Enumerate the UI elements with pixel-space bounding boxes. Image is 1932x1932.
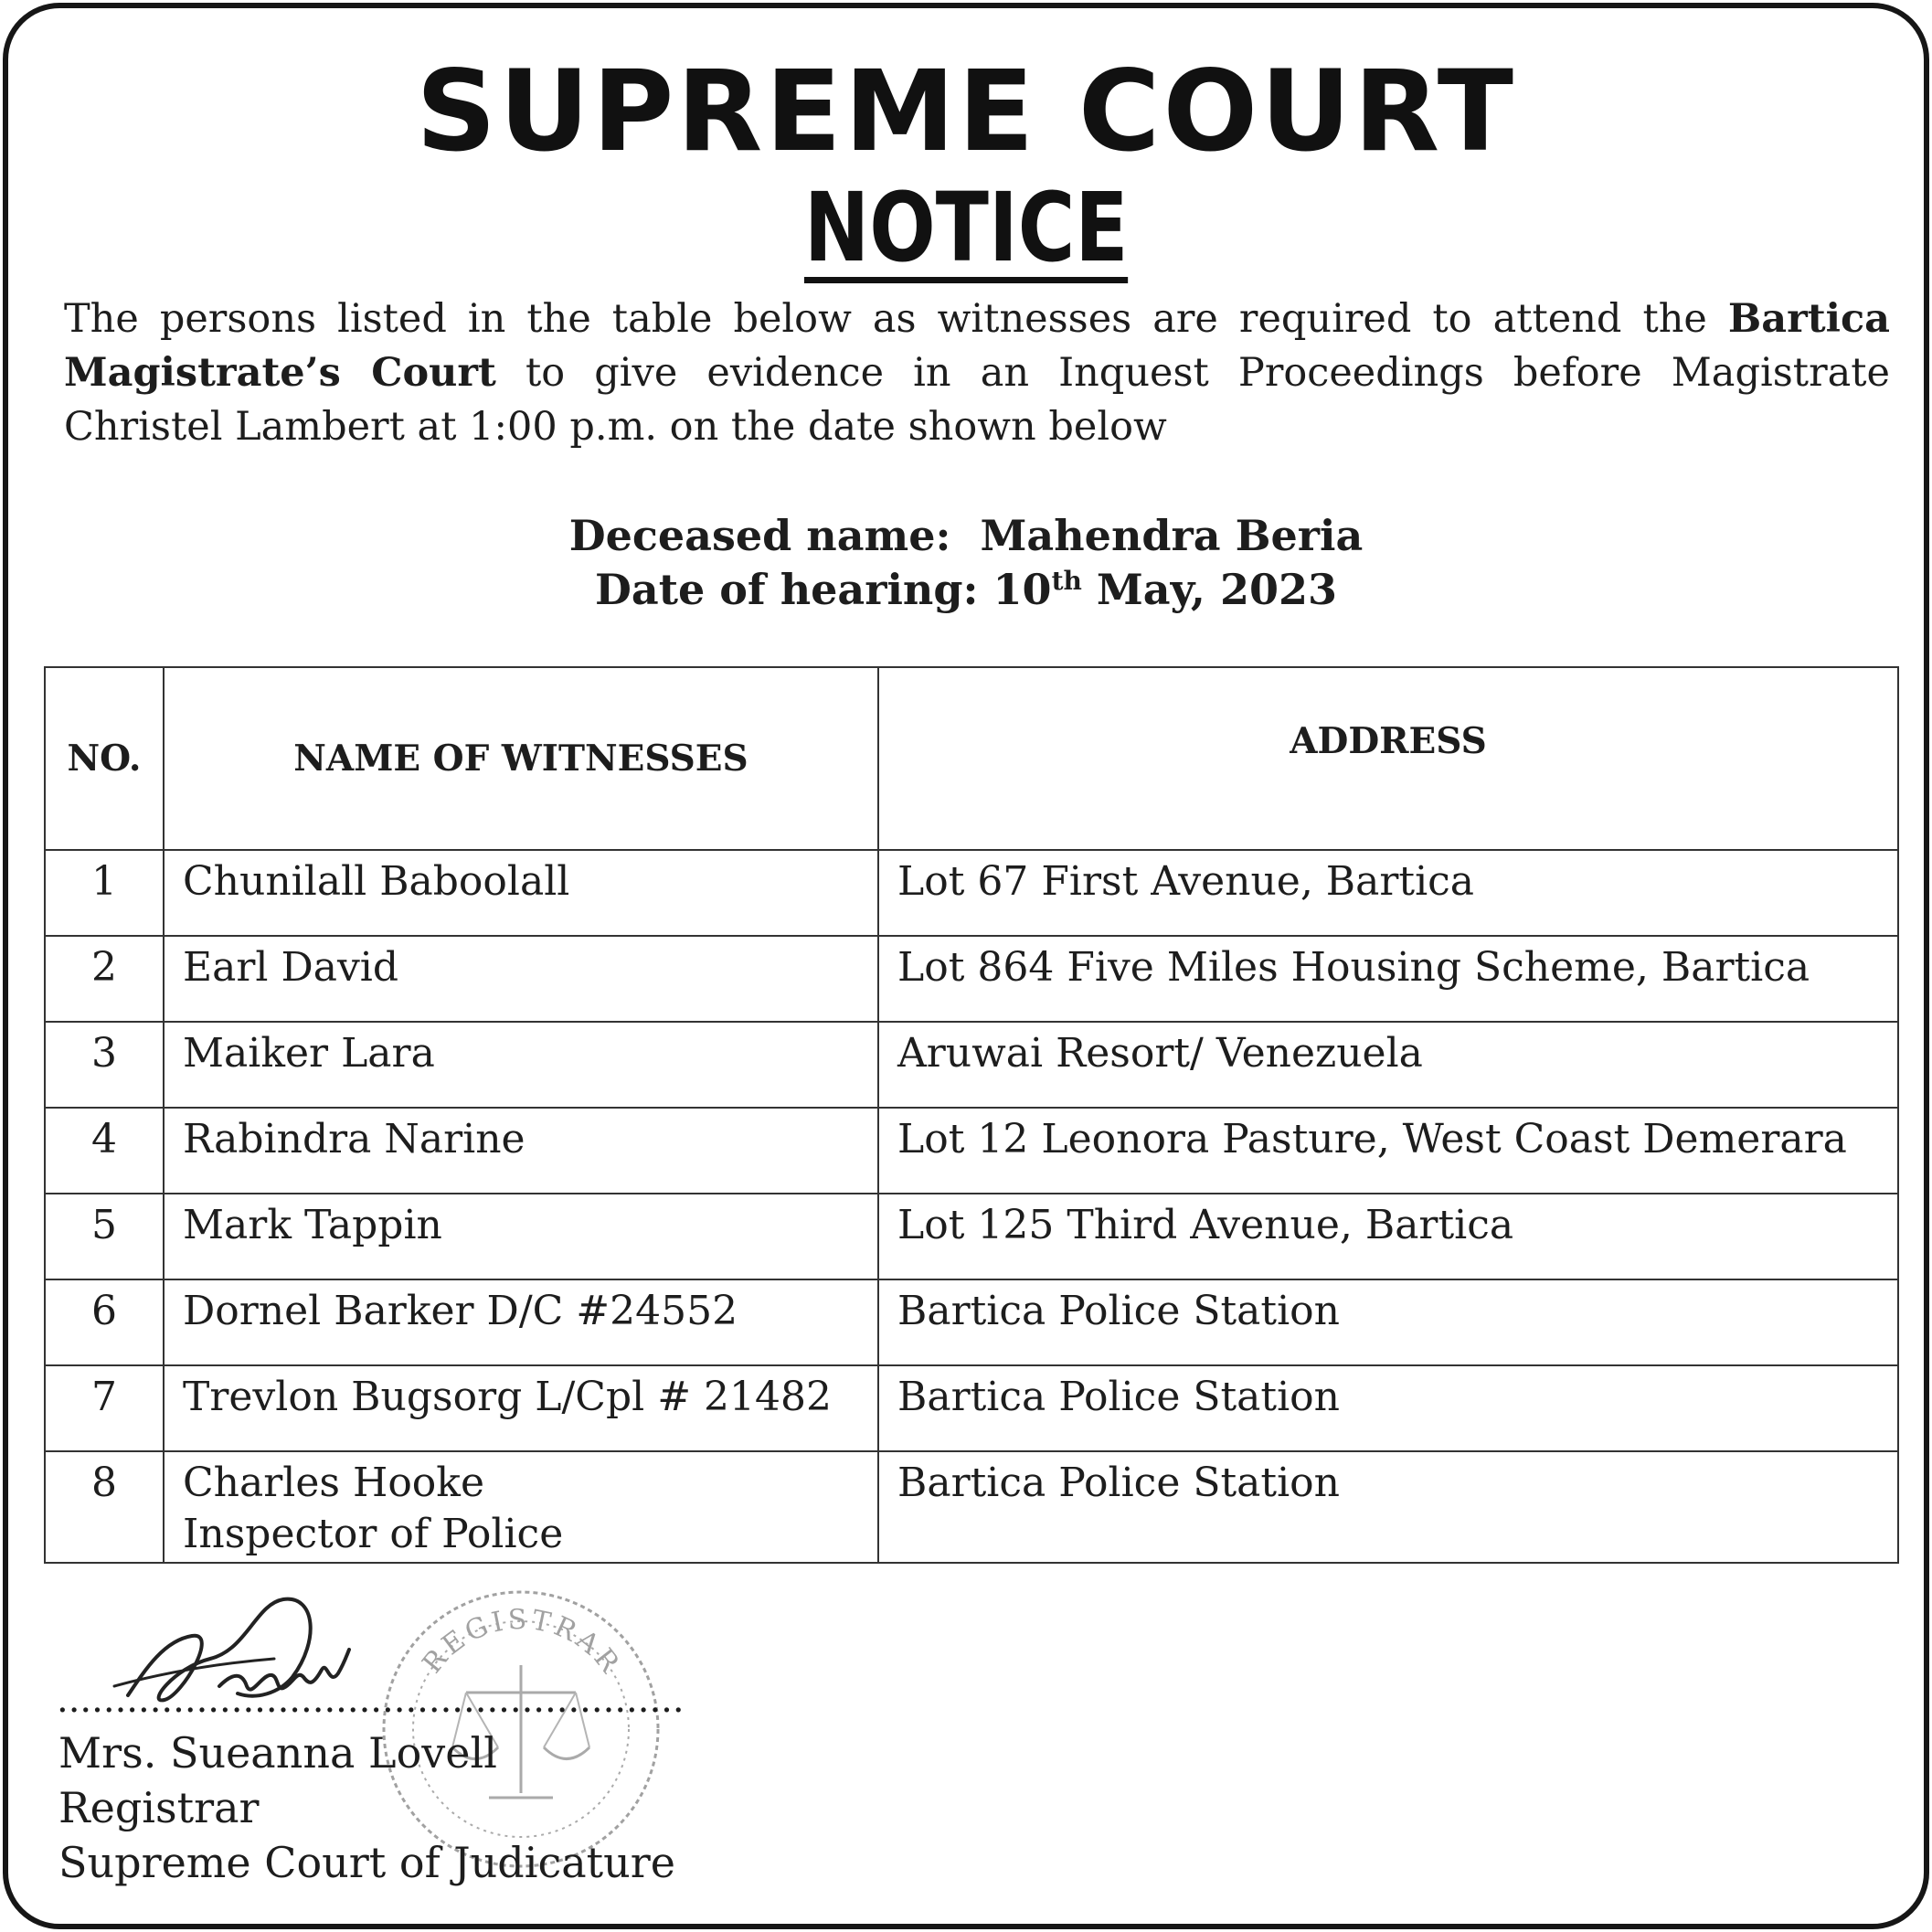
- stamp-text: REGISTRAR: [416, 1603, 628, 1682]
- notice-heading: NOTICE: [803, 172, 1129, 283]
- row-number: 6: [45, 1279, 164, 1365]
- witness-address: Bartica Police Station: [878, 1365, 1898, 1451]
- table-row: [45, 936, 1898, 1022]
- witness-rank: Inspector of Police: [183, 1511, 564, 1557]
- intro-paragraph: [64, 292, 1890, 454]
- hearing-day-suffix: th: [1051, 566, 1082, 596]
- witness-address: Aruwai Resort/ Venezuela: [878, 1022, 1898, 1108]
- signatory-office: Supreme Court of Judicature: [58, 1838, 675, 1887]
- table-row: [45, 1022, 1898, 1108]
- page-title: SUPREME COURT: [416, 47, 1516, 176]
- witness-name: Maiker Lara: [164, 1022, 878, 1108]
- signatory-name: Mrs. Sueanna Lovell: [58, 1728, 497, 1778]
- witness-address: Lot 125 Third Avenue, Bartica: [878, 1194, 1898, 1279]
- deceased-name: Mahendra Beria: [980, 511, 1364, 560]
- signature-line: ......................................................: [57, 1679, 685, 1721]
- table-row: [45, 1365, 1898, 1451]
- witness-name: Chunilall Baboolall: [164, 850, 878, 936]
- signatory-title: Registrar: [58, 1783, 260, 1832]
- table-row: [45, 850, 1898, 936]
- intro-court-name: Bartica Magistrate’s Court: [64, 296, 1890, 396]
- row-number: 3: [45, 1022, 164, 1108]
- witness-address: Lot 864 Five Miles Housing Scheme, Bartica: [878, 936, 1898, 1022]
- row-number: 2: [45, 936, 164, 1022]
- table-row: [45, 1451, 1898, 1563]
- witness-address: Bartica Police Station: [878, 1279, 1898, 1365]
- header-no: NO.: [45, 667, 164, 850]
- row-number: 1: [45, 850, 164, 936]
- header-name: NAME OF WITNESSES: [164, 667, 878, 850]
- header-address: ADDRESS: [878, 667, 1898, 850]
- row-number: 5: [45, 1194, 164, 1279]
- witness-name: Dornel Barker D/C #24552: [164, 1279, 878, 1365]
- row-number: 7: [45, 1365, 164, 1451]
- hearing-month-year: May, 2023: [1096, 565, 1337, 614]
- notice-heading-wrap: [0, 172, 1932, 283]
- witness-table: [44, 666, 1899, 1564]
- intro-text-1: The persons listed in the table below as witnesses are required to attend the: [64, 296, 1728, 342]
- witness-name: Rabindra Narine: [164, 1108, 878, 1194]
- table-row: [45, 1279, 1898, 1365]
- hearing-date-line: [0, 563, 1932, 616]
- hearing-day: 10: [993, 565, 1052, 614]
- table-row: [45, 1194, 1898, 1279]
- hearing-label: Date of hearing:: [595, 565, 979, 614]
- witness-name: Earl David: [164, 936, 878, 1022]
- witness-address: Lot 67 First Avenue, Bartica: [878, 850, 1898, 936]
- deceased-line: [0, 509, 1932, 562]
- signatory-block: [58, 1725, 675, 1890]
- witness-name-line1: Charles Hooke: [183, 1460, 484, 1506]
- witness-name: Mark Tappin: [164, 1194, 878, 1279]
- row-number: 8: [45, 1451, 164, 1563]
- witness-address: Bartica Police Station: [878, 1451, 1898, 1563]
- table-row: [45, 1108, 1898, 1194]
- deceased-label: Deceased name:: [568, 511, 951, 560]
- witness-address: Lot 12 Leonora Pasture, West Coast Demerara: [878, 1108, 1898, 1194]
- witness-name: [164, 1451, 878, 1563]
- witness-name: Trevlon Bugsorg L/Cpl # 21482: [164, 1365, 878, 1451]
- row-number: 4: [45, 1108, 164, 1194]
- intro-text-2: to give evidence in an Inquest Proceedings before Magistrate Christel Lambert at 1:00 p.m. on the date shown below: [64, 350, 1890, 450]
- table-header-row: [45, 667, 1898, 850]
